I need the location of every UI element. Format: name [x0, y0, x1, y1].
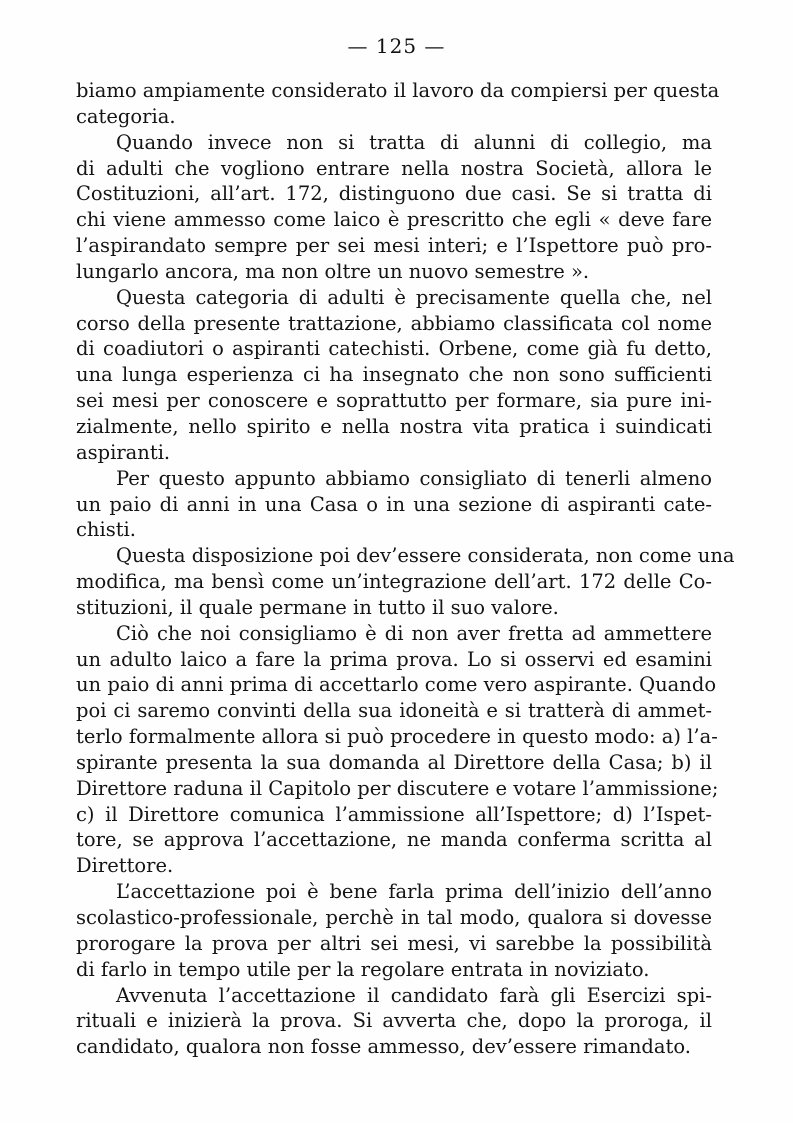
- text-line: Direttore.: [76, 854, 174, 878]
- text-line: poi ci saremo convinti della sua idoneità e si tratterà di ammet-: [76, 699, 712, 723]
- text-line: spirante presenta la sua domanda al Direttore della Casa; b) il: [76, 750, 712, 774]
- text-line: un paio di anni prima di accettarlo come vero aspirante. Quando: [76, 673, 717, 697]
- paragraph: [76, 543, 735, 621]
- text-line: L’accettazione poi è bene farla prima dell’inizio dell’anno: [116, 880, 712, 904]
- text-line: Costituzioni, all’art. 172, distinguono due casi. Se si tratta di: [76, 182, 712, 206]
- text-line: corso della presente trattazione, abbiamo classificata col nome: [76, 311, 712, 335]
- paragraph: [76, 879, 712, 982]
- text-line: candidato, qualora non fosse ammesso, dev’essere rimandato.: [76, 1035, 691, 1059]
- text-line: prorogare la prova per altri sei mesi, vi sarebbe la possibilità: [76, 931, 712, 955]
- paragraph: [76, 285, 712, 466]
- paragraph: [76, 983, 712, 1061]
- text-line: un paio di anni in una Casa o in una sezione di aspiranti cate-: [76, 492, 712, 516]
- text-line: di coadiutori o aspiranti catechisti. Orbene, come già fu detto,: [76, 337, 712, 361]
- paragraph: [76, 621, 719, 879]
- text-line: zialmente, nello spirito e nella nostra vita pratica i suindicati: [76, 414, 712, 438]
- text-line: Questa categoria di adulti è precisamente quella che, nel: [116, 285, 712, 309]
- text-line: l’aspirandato sempre per sei mesi interi; e l’Ispettore può pro-: [76, 234, 712, 258]
- text-line: terlo formalmente allora si può procedere in questo modo: a) l’a-: [76, 725, 718, 749]
- text-line: tore, se approva l’accettazione, ne manda conferma scritta al: [76, 828, 712, 852]
- paragraph: [76, 130, 712, 285]
- text-line: un adulto laico a fare la prima prova. Lo si osservi ed esamini: [76, 647, 712, 671]
- page-number: — 125 —: [347, 34, 446, 58]
- text-line: c) il Direttore comunica l’ammissione all’Ispettore; d) l’Ispet-: [76, 802, 712, 826]
- text-line: lungarlo ancora, ma non oltre un nuovo semestre ».: [76, 259, 590, 283]
- text-line: Ciò che noi consigliamo è di non aver fretta ad ammettere: [116, 621, 712, 645]
- text-line: Direttore raduna il Capitolo per discutere e votare l’ammissione;: [76, 776, 719, 800]
- text-line: stituzioni, il quale permane in tutto il suo valore.: [76, 595, 559, 619]
- text-line: biamo ampiamente considerato il lavoro da compiersi per questa: [76, 79, 720, 102]
- text-line: Questa disposizione poi dev’essere considerata, non come una: [116, 544, 735, 568]
- text-line: sei mesi per conoscere e soprattutto per formare, sia pure ini-: [76, 389, 712, 413]
- text-line: Quando invece non si tratta di alunni di collegio, ma: [116, 130, 712, 154]
- text-line: rituali e inizierà la prova. Si avverta che, dopo la proroga, il: [76, 1009, 712, 1033]
- text-line: aspiranti.: [76, 440, 171, 464]
- paragraph: [76, 466, 712, 544]
- text-line: chi viene ammesso come laico è prescritto che egli « deve fare: [76, 208, 712, 232]
- text-line: di farlo in tempo utile per la regolare entrata in noviziato.: [76, 957, 650, 981]
- text-line: scolastico-professionale, perchè in tal modo, qualora si dovesse: [76, 906, 712, 929]
- text-line: categoria.: [76, 104, 176, 128]
- body-text: [76, 78, 735, 1060]
- text-line: chisti.: [76, 518, 136, 542]
- text-line: Avvenuta l’accettazione il candidato farà gli Esercizi spi-: [116, 983, 712, 1007]
- text-line: modifica, ma bensì come un’integrazione dell’art. 172 delle Co-: [76, 570, 712, 594]
- text-line: Per questo appunto abbiamo consigliato di tenerli almeno: [116, 466, 712, 490]
- text-line: una lunga esperienza ci ha insegnato che non sono sufficienti: [76, 363, 712, 387]
- text-line: di adulti che vogliono entrare nella nostra Società, allora le: [76, 156, 712, 180]
- paragraph: [76, 78, 720, 130]
